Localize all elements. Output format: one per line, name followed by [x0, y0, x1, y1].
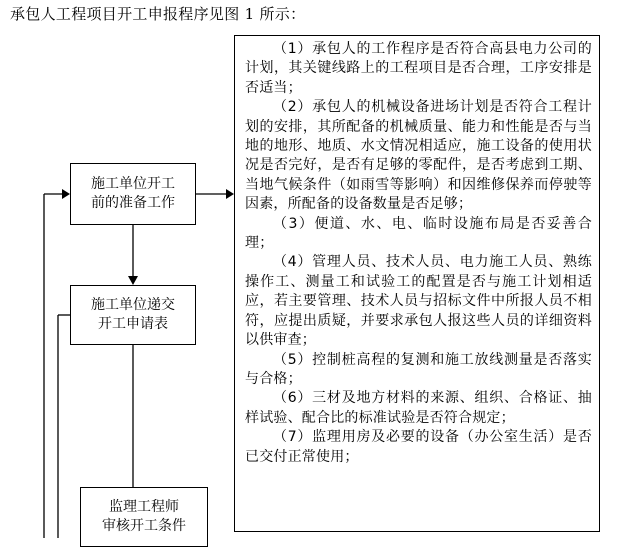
review-conditions-box — [234, 35, 600, 532]
arrowhead-right — [226, 189, 234, 199]
review-item: （5）控制桩高程的复测和施工放线测量是否落实与合格； — [245, 351, 592, 387]
prepare-work-label: 施工单位开工 前的准备工作 — [91, 176, 175, 211]
supervisor-review-label: 监理工程师 审核开工条件 — [102, 499, 186, 534]
review-item: （6）三材及地方材料的来源、组织、合格证、抽样试验、配合比的标准试验是否符合规定； — [245, 390, 592, 426]
review-item: （4）管理人员、技术人员、电力施工人员、熟练操作工、测量工和试验工的配置是否与施工计划相适应，若主要管理、技术人员与招标文件中所报人员不相符，应提出质疑，并要求承包人报这些人员的详细资料以供审查； — [245, 254, 592, 349]
supervisor-review-box — [80, 487, 208, 547]
prepare-work-box — [70, 163, 196, 225]
submit-application-box — [70, 285, 196, 345]
review-item: （7）监理用房及必要的设备（办公室生活）是否已交付正常使用； — [245, 429, 592, 465]
review-item: （1）承包人的工作程序是否符合高县电力公司的计划，其关键线路上的工程项目是否合理，工序安排是否适当； — [245, 41, 592, 96]
review-item: （2）承包人的机械设备进场计划是否符合工程计划的安排，其所配备的机械质量、能力和性能是否与当地的地形、地质、水文情况相适应，施工设备的使用状况是否完好，是否有足够的零配件，是否考虑到工期、当地气候条件（如雨雪等影响）和因维修保养而停驶等因素，所配备的设备数量是否足够； — [245, 99, 592, 213]
submit-application-label: 施工单位递交 开工申请表 — [91, 297, 175, 332]
figure-caption: 承包人工程项目开工申报程序见图 1 所示： — [10, 5, 306, 23]
review-item: （3）便道、水、电、临时设施布局是否妥善合理； — [245, 215, 592, 252]
arrowhead-feedback — [62, 189, 70, 199]
arrowhead-down — [128, 276, 138, 285]
